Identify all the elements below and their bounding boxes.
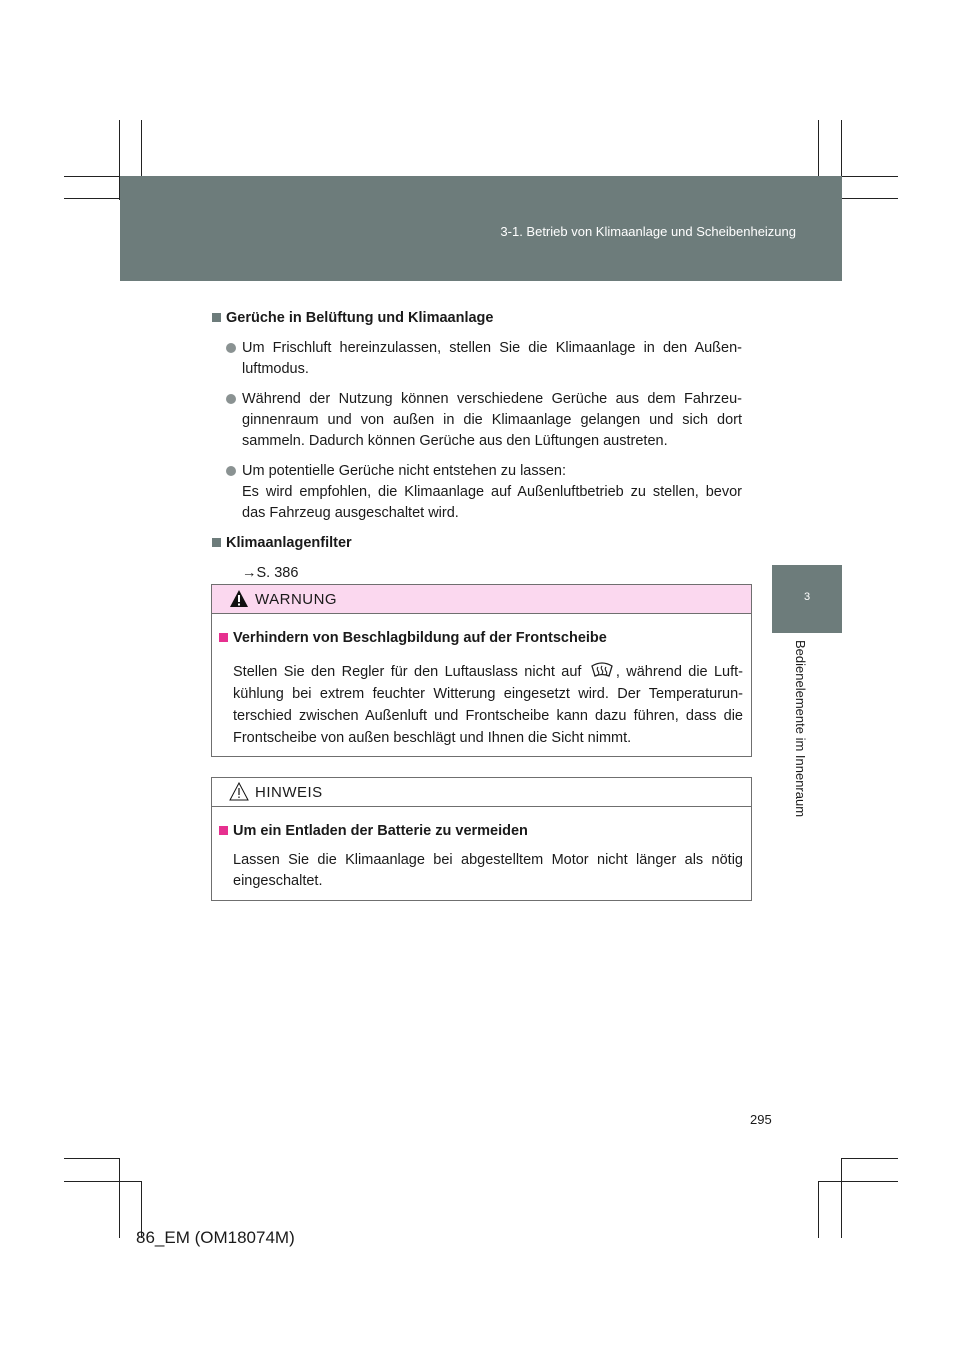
list-item: Um Frischluft hereinzulassen, stellen Sie die Klimaanlage in den Außen- luftmodus. <box>212 338 742 380</box>
square-bullet-icon <box>219 826 228 835</box>
chapter-number: 3 <box>803 591 811 603</box>
list-item: Während der Nutzung können verschiedene Gerüche aus dem Fahrzeu- ginnenraum und von außen in die Klimaanlage gelangen und sich dort sammeln. Dadurch können Gerüche aus den Lüftungen austreten. <box>212 389 742 452</box>
warning-text: Stellen Sie den Regler für den Luftauslass nicht auf , während die Luft- kühlung bei extrem feuchter Witterung eingesetzt wird. Der Temperaturun- terschied zwischen Außenluft und Frontscheibe kann dazu führen, dass die Frontscheibe von außen beschlägt und Ihnen die Sicht nimmt. <box>233 661 743 749</box>
section-heading: Gerüche in Belüftung und Klimaanlage <box>212 308 742 329</box>
chapter-tab <box>772 565 842 633</box>
header-title: 3-1. Betrieb von Klimaanlage und Scheibenheizung <box>500 224 796 239</box>
warning-box <box>211 584 752 757</box>
square-bullet-icon <box>212 313 221 322</box>
notice-header <box>212 778 751 807</box>
crop-mark <box>119 1158 120 1238</box>
crop-mark <box>842 1158 898 1159</box>
round-bullet-icon <box>226 394 236 404</box>
round-bullet-icon <box>226 466 236 476</box>
notice-box <box>211 777 752 901</box>
warning-heading: Verhindern von Beschlagbildung auf der Frontscheibe <box>219 628 743 649</box>
square-bullet-icon <box>219 633 228 642</box>
notice-body <box>212 807 751 906</box>
crop-mark <box>64 176 120 177</box>
list-item: Um potentielle Gerüche nicht entstehen zu lassen: <box>212 461 742 482</box>
chapter-label: Bedienelemente im Innenraum <box>793 640 808 818</box>
crop-mark <box>818 1182 819 1238</box>
crop-mark <box>842 176 898 177</box>
crop-mark <box>64 1181 142 1182</box>
crop-mark <box>64 198 120 199</box>
notice-text: Lassen Sie die Klimaanlage bei abgestelltem Motor nicht länger als nötig eingeschaltet. <box>233 852 743 889</box>
list-item-continuation: Es wird empfohlen, die Klimaanlage auf Außenluftbetrieb zu stellen, bevor das Fahrzeug ausgeschaltet wird. <box>242 484 742 521</box>
windshield-defrost-icon <box>590 661 614 681</box>
warning-label: WARNUNG <box>255 591 338 608</box>
section-heading: Klimaanlagenfilter <box>212 533 742 554</box>
crop-mark <box>64 1158 120 1159</box>
crop-mark <box>818 1181 898 1182</box>
round-bullet-icon <box>226 343 236 353</box>
document-code: 86_EM (OM18074M) <box>136 1228 295 1247</box>
warning-body <box>212 614 751 763</box>
header-band <box>120 176 842 281</box>
crop-mark <box>841 1158 842 1238</box>
crop-mark <box>818 120 819 176</box>
page-reference-link[interactable]: →S. 386 <box>242 565 299 581</box>
square-bullet-icon <box>212 538 221 547</box>
warning-header <box>212 585 751 614</box>
crop-mark <box>842 198 898 199</box>
caution-triangle-icon <box>229 782 249 801</box>
crop-mark <box>141 120 142 176</box>
page-number: 295 <box>750 1112 772 1127</box>
notice-label: HINWEIS <box>255 784 323 801</box>
notice-heading: Um ein Entladen der Batterie zu vermeiden <box>219 821 743 842</box>
warning-triangle-icon <box>229 589 249 608</box>
main-content <box>212 308 742 584</box>
